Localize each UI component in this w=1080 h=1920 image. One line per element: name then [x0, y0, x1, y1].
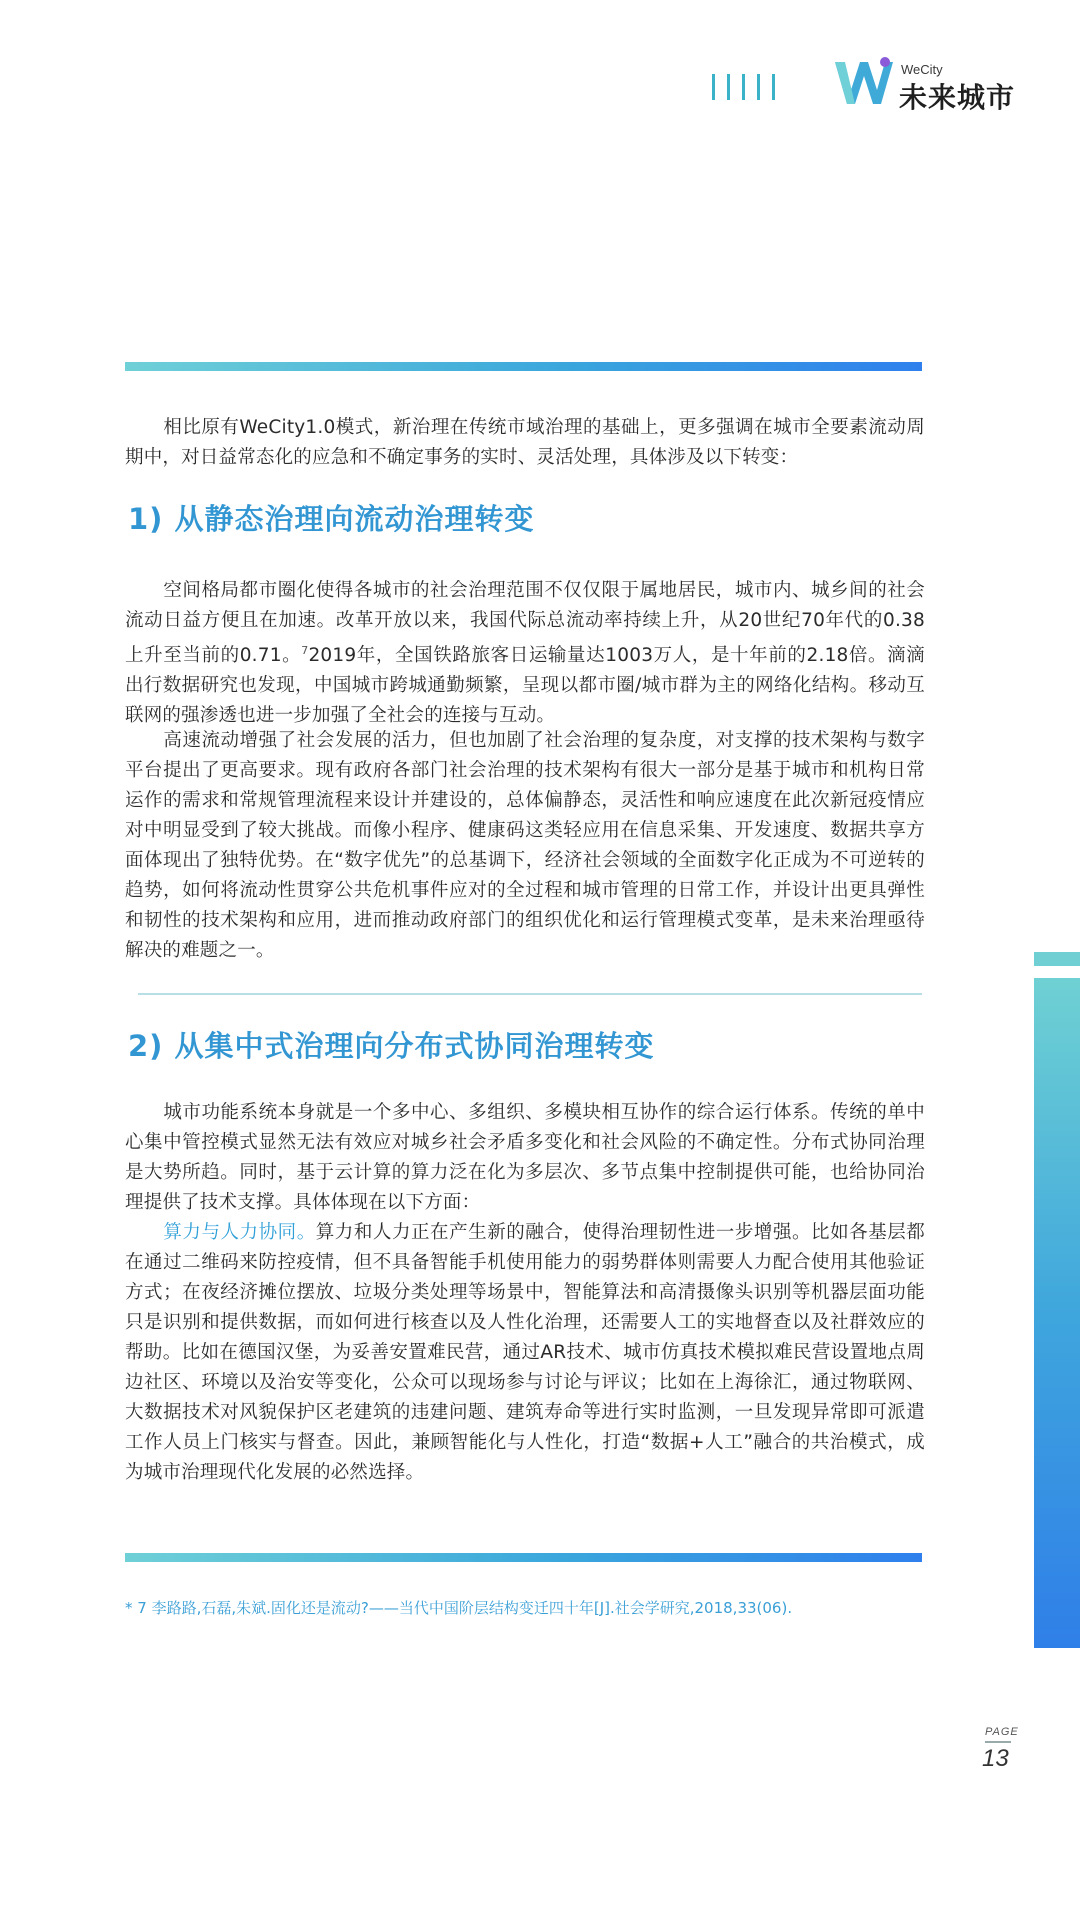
wecity-logo: [833, 56, 1043, 112]
bottom-divider-bar: [125, 1553, 922, 1562]
section1-paragraph-1: [125, 576, 925, 731]
side-accent-main: [1034, 978, 1080, 1648]
logo-subtitle: WeCity: [901, 62, 943, 77]
top-divider-bar: [125, 362, 922, 371]
section-divider: [138, 993, 922, 995]
intro-text: 相比原有WeCity1.0模式，新治理在传统市域治理的基础上，更多强调在城市全要素流动周期中，对日益常态化的应急和不确定事务的实时、灵活处理，具体涉及以下转变：: [125, 417, 925, 468]
section2-paragraph-2: [125, 1218, 925, 1488]
footnote-ref: 7: [301, 644, 309, 657]
wecity-logo-icon: [833, 56, 895, 112]
section1-paragraph-2: [125, 726, 925, 966]
footnote: * 7 李路路,石磊,朱斌.固化还是流动?——当代中国阶层结构变迁四十年[J].社会学研究,2018,33(06).: [125, 1599, 793, 1617]
section1-p1-text-b: 2019年，全国铁路旅客日运输量达1003万人，是十年前的2.18倍。滴滴出行数据研究也发现，中国城市跨城通勤频繁，呈现以都市圈/城市群为主的网络化结构。移动互联网的强渗透也进一步加强了全社会的连接与互动。: [125, 645, 925, 727]
page-number: 13: [982, 1745, 1009, 1772]
logo-title: 未来城市: [899, 81, 1016, 114]
section2-heading: 2) 从集中式治理向分布式协同治理转变: [128, 1029, 655, 1063]
header-decorative-ticks: [712, 74, 782, 100]
intro-paragraph: [125, 413, 925, 473]
section2-highlight: 算力与人力协同。: [163, 1222, 316, 1243]
section1-p1-text-a: 空间格局都市圈化使得各城市的社会治理范围不仅仅限于属地居民，城市内、城乡间的社会流动日益方便且在加速。改革开放以来，我国代际总流动率持续上升，从20世纪70年代的0.38上升至当前的0.71。: [125, 580, 925, 667]
page-label-line: [985, 1741, 1011, 1743]
section2-p2-text: 算力和人力正在产生新的融合，使得治理韧性进一步增强。比如各基层都在通过二维码来防控疫情，但不具备智能手机使用能力的弱势群体则需要人力配合使用其他验证方式；在夜经济摊位摆放、垃圾分类处理等场景中，智能算法和高清摄像头识别等机器层面功能只是识别和提供数据，而如何进行核查以及人性化治理，还需要人工的实地督查以及社群效应的帮助。比如在德国汉堡，为妥善安置难民营，通过AR技术、城市仿真技术模拟难民营设置地点周边社区、环境以及治安等变化，公众可以现场参与讨论与评议；比如在上海徐汇，通过物联网、大数据技术对风貌保护区老建筑的违建问题、建筑寿命等进行实时监测，一旦发现异常即可派遣工作人员上门核实与督查。因此，兼顾智能化与人性化，打造“数据+人工”融合的共治模式，成为城市治理现代化发展的必然选择。: [125, 1222, 925, 1483]
side-accent-bar: [1034, 952, 1080, 1652]
page-label: PAGE: [985, 1726, 1019, 1738]
section2-p1-text: 城市功能系统本身就是一个多中心、多组织、多模块相互协作的综合运行体系。传统的单中心集中管控模式显然无法有效应对城乡社会矛盾多变化和社会风险的不确定性。分布式协同治理是大势所趋。同时，基于云计算的算力泛在化为多层次、多节点集中控制提供可能，也给协同治理提供了技术支撑。具体体现在以下方面：: [125, 1102, 925, 1213]
section1-heading: 1) 从静态治理向流动治理转变: [128, 502, 535, 536]
section1-p2-text: 高速流动增强了社会发展的活力，但也加剧了社会治理的复杂度，对支撑的技术架构与数字平台提出了更高要求。现有政府各部门社会治理的技术架构有很大一部分是基于城市和机构日常运作的需求和常规管理流程来设计并建设的，总体偏静态，灵活性和响应速度在此次新冠疫情应对中明显受到了较大挑战。而像小程序、健康码这类轻应用在信息采集、开发速度、数据共享方面体现出了独特优势。在“数字优先”的总基调下，经济社会领域的全面数字化正成为不可逆转的趋势，如何将流动性贯穿公共危机事件应对的全过程和城市管理的日常工作，并设计出更具弹性和韧性的技术架构和应用，进而推动政府部门的组织优化和运行管理模式变革，是未来治理亟待解决的难题之一。: [125, 730, 925, 961]
side-accent-top: [1034, 952, 1080, 966]
section2-paragraph-1: [125, 1098, 925, 1218]
